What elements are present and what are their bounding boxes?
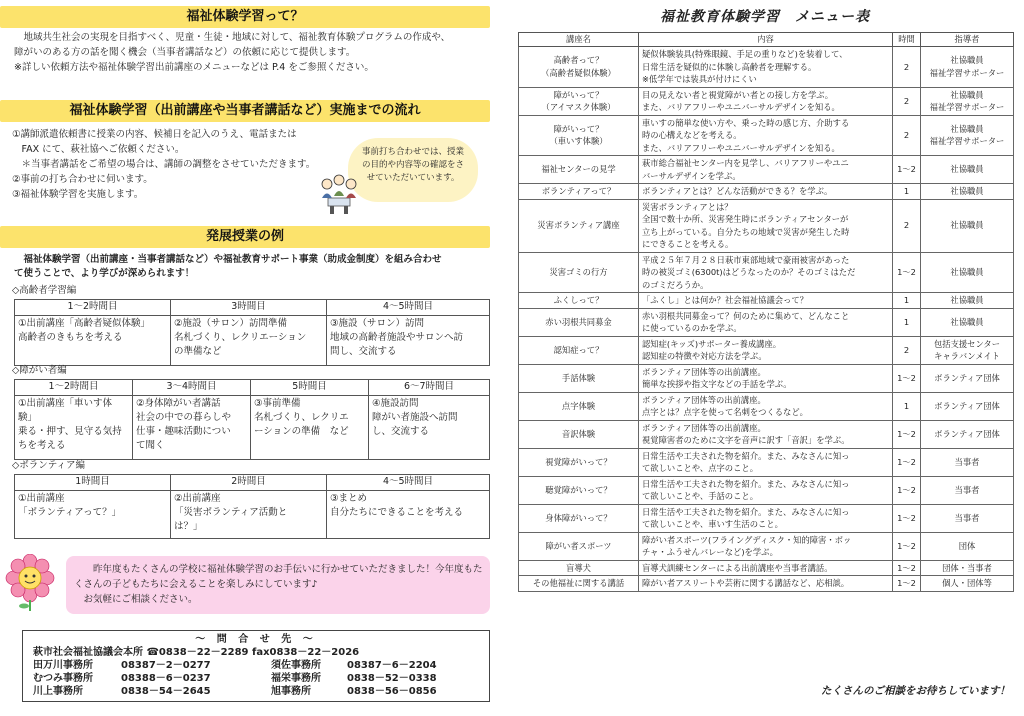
lesson-cell: ①出前講座「高齢者疑似体験」 高齢者のきもちを考える	[15, 315, 171, 365]
lesson-cell: ②施設（サロン）訪問準備 名札づくり、レクリエーション の準備など	[171, 315, 327, 365]
menu-head-name: 講座名	[519, 33, 639, 47]
course-content: 盲導犬訓練センターによる出前講座や当事者講話。	[639, 560, 893, 576]
course-name: 災害ボランティア講座	[519, 199, 639, 252]
lesson-cell: ③事前準備 名札づくり、レクリエ ーションの準備 など	[251, 395, 369, 459]
course-time: 1～2	[893, 252, 921, 293]
contact-row	[33, 659, 479, 672]
course-instructor: 当事者	[921, 504, 1014, 532]
footer-message: たくさんのご相談をお待ちしています！	[821, 685, 1010, 697]
course-content: ボランティア団体等の出前講座。 点字とは？点字を使って名刺をつくるなど。	[639, 392, 893, 420]
course-time: 1～2	[893, 576, 921, 592]
course-time: 1～2	[893, 364, 921, 392]
course-name: 点字体験	[519, 392, 639, 420]
course-time: 2	[893, 199, 921, 252]
course-instructor: 当事者	[921, 448, 1014, 476]
course-instructor: 社協職員	[921, 293, 1014, 309]
section-title-about: 福祉体験学習って？	[0, 6, 490, 28]
period-head: 1～2時間目	[15, 380, 133, 396]
examples-lead	[14, 253, 494, 281]
course-name: その他福祉に関する講話	[519, 576, 639, 592]
course-name: 手話体験	[519, 364, 639, 392]
lesson-cell: ②身体障がい者講話 社会の中での暮らしや 仕事・趣味活動につい て聞く	[133, 395, 251, 459]
course-content: ボランティア団体等の出前講座。 簡単な挨拶や指文字などの手話を学ぶ。	[639, 364, 893, 392]
disability-label: ◇障がい者編	[12, 365, 67, 376]
menu-row	[519, 252, 1014, 293]
office-phone: 0838－54－2645	[121, 686, 211, 697]
course-time: 1～2	[893, 560, 921, 576]
course-content: 目の見えない者と視覚障がい者との接し方を学ぶ。 また、バリアフリーやユニバーサルデザインを知る。	[639, 87, 893, 115]
course-time: 1～2	[893, 156, 921, 184]
course-name: 音訳体験	[519, 420, 639, 448]
course-time: 1～2	[893, 448, 921, 476]
lead-line: 福祉体験学習（出前講座・当事者講話など）や福祉教育サポート事業（助成金制度）を組み合わせ	[14, 254, 442, 265]
lesson-cell: ①出前講座「車いす体 験」 乗る・押す、見守る気持 ちを考える	[15, 395, 133, 459]
course-instructor: 団体	[921, 532, 1014, 560]
menu-row	[519, 293, 1014, 309]
about-line: ※詳しい依頼方法や福祉体験学習出前講座のメニューなどは P.4 をご参照ください。	[14, 62, 374, 73]
course-instructor: ボランティア団体	[921, 392, 1014, 420]
office-name: むつみ事務所	[33, 673, 93, 684]
course-instructor: 社協職員	[921, 184, 1014, 200]
menu-row	[519, 156, 1014, 184]
course-content: ボランティア団体等の出前講座。 視覚障害者のために文字を音声に訳す「音訳」を学ぶ。	[639, 420, 893, 448]
menu-head-time: 時間	[893, 33, 921, 47]
elderly-table	[14, 299, 490, 366]
course-name: 福祉センターの見学	[519, 156, 639, 184]
course-time: 1～2	[893, 532, 921, 560]
course-time: 2	[893, 115, 921, 156]
flow-step: FAX にて、萩社協へご依頼ください。	[12, 144, 185, 155]
office-phone: 0838－56－0856	[347, 686, 437, 697]
course-name: 身体障がいって？	[519, 504, 639, 532]
course-time: 1～2	[893, 476, 921, 504]
section-title-examples: 発展授業の例	[0, 226, 490, 248]
office-name: 旭事務所	[271, 686, 311, 697]
course-instructor: ボランティア団体	[921, 420, 1014, 448]
course-instructor: 団体・当事者	[921, 560, 1014, 576]
menu-row	[519, 364, 1014, 392]
menu-row	[519, 336, 1014, 364]
course-time: 1～2	[893, 504, 921, 532]
period-head: 3～4時間目	[133, 380, 251, 396]
course-time: 2	[893, 336, 921, 364]
course-instructor: 社協職員	[921, 308, 1014, 336]
course-name: 災害ゴミの行方	[519, 252, 639, 293]
meeting-people-icon	[318, 172, 360, 216]
course-content: 「ふくし」とは何か？社会福祉協議会って？	[639, 293, 893, 309]
course-name: 障がいって？ （アイマスク体験）	[519, 87, 639, 115]
flower-mascot-icon	[2, 554, 58, 612]
lead-line: て使うことで、より学びが深められます！	[14, 268, 195, 279]
menu-row	[519, 560, 1014, 576]
course-name: ふくしって？	[519, 293, 639, 309]
about-line: 地域共生社会の実現を目指すべく、児童・生徒・地域に対して、福祉教育体験プログラムの作成や、	[14, 32, 451, 43]
menu-row	[519, 532, 1014, 560]
course-name: 視覚障がいって？	[519, 448, 639, 476]
course-name: 障がい者スポーツ	[519, 532, 639, 560]
course-content: 災害ボランティアとは？ 全国で数十か所、災害発生時にボランティアセンターが 立ち上がっている。自分たちの地域で災害が発生した時 にできることを考える。	[639, 199, 893, 252]
office-phone: 08388－6－0237	[121, 673, 211, 684]
message-box	[66, 556, 490, 614]
contact-main: 萩市社会福祉協議会本所 ☎0838－22－2289 fax0838－22－2026	[33, 647, 360, 658]
course-time: 1	[893, 293, 921, 309]
course-content: 赤い羽根共同募金って？何のために集めて、どんなこと に使っているのかを学ぶ。	[639, 308, 893, 336]
course-name: 認知症って？	[519, 336, 639, 364]
period-head: 4～5時間目	[327, 300, 490, 316]
period-head: 2時間目	[171, 475, 327, 491]
course-content: 疑似体験装具(特殊眼鏡、手足の重りなど)を装着して、 日常生活を疑似的に体験し高齢者を理解する。 ※低学年では装具が付けにくい	[639, 47, 893, 88]
course-content: 認知症(キッズ)サポーター養成講座。 認知症の特徴や対応方法を学ぶ。	[639, 336, 893, 364]
office-phone: 0838－52－0338	[347, 673, 437, 684]
course-instructor: 個人・団体等	[921, 576, 1014, 592]
course-content: 障がい者スポーツ(フライングディスク・知的障害・ボッ チャ・ふうせんバレーなど)を学ぶ。	[639, 532, 893, 560]
disability-table	[14, 379, 490, 460]
course-content: 萩市総合福祉センター内を見学し、バリアフリーやユニ バーサルデザインを学ぶ。	[639, 156, 893, 184]
course-content: 日常生活や工夫された物を紹介。また、みなさんに知っ て欲しいことや、手話のこと。	[639, 476, 893, 504]
menu-row	[519, 184, 1014, 200]
period-head: 1時間目	[15, 475, 171, 491]
volunteer-label: ◇ボランティア編	[12, 460, 86, 471]
course-name: 赤い羽根共同募金	[519, 308, 639, 336]
contact-row	[33, 685, 479, 698]
contact-box	[22, 630, 490, 702]
message-line: お気軽にご相談ください。	[74, 594, 198, 605]
course-name: 盲導犬	[519, 560, 639, 576]
menu-row	[519, 87, 1014, 115]
course-instructor: 社協職員 福祉学習サポーター	[921, 115, 1014, 156]
course-time: 1～2	[893, 420, 921, 448]
office-phone: 08387－6－2204	[347, 660, 437, 671]
period-head: 5時間目	[251, 380, 369, 396]
course-time: 1	[893, 392, 921, 420]
speech-bubble: 事前打ち合わせでは、授業の目的や内容等の確認をさせていただいています。	[348, 138, 478, 202]
course-name: ボランティアって？	[519, 184, 639, 200]
menu-row	[519, 420, 1014, 448]
course-name: 高齢者って？ （高齢者疑似体験）	[519, 47, 639, 88]
course-instructor: 社協職員 福祉学習サポーター	[921, 47, 1014, 88]
lesson-cell: ②出前講座 「災害ボランティア活動と は？」	[171, 490, 327, 538]
course-time: 1	[893, 308, 921, 336]
section-title-flow: 福祉体験学習（出前講座や当事者講話など）実施までの流れ	[0, 100, 490, 122]
course-time: 1	[893, 184, 921, 200]
office-name: 田万川事務所	[33, 660, 93, 671]
course-instructor: 社協職員 福祉学習サポーター	[921, 87, 1014, 115]
office-phone: 08387－2－0277	[121, 660, 211, 671]
period-head: 1～2時間目	[15, 300, 171, 316]
course-content: 日常生活や工夫された物を紹介。また、みなさんに知っ て欲しいことや、点字のこと。	[639, 448, 893, 476]
office-name: 須佐事務所	[271, 660, 321, 671]
elderly-label: ◇高齢者学習編	[12, 285, 77, 296]
course-instructor: 当事者	[921, 476, 1014, 504]
menu-row	[519, 115, 1014, 156]
message-line: くさんの子どもたちに会えることを楽しみにしています♪	[74, 579, 318, 590]
flow-step: ＊当事者講話をご希望の場合は、講師の調整をさせていただきます。	[12, 159, 316, 170]
flow-step: ③福祉体験学習を実施します。	[12, 189, 144, 200]
about-line: 障がいのある方の話を聞く機会（当事者講話など）の依頼に応じて提供します。	[14, 47, 356, 58]
period-head: 3時間目	[171, 300, 327, 316]
menu-head-content: 内容	[639, 33, 893, 47]
menu-row	[519, 308, 1014, 336]
menu-row	[519, 504, 1014, 532]
course-content: ボランティアとは？どんな活動ができる？を学ぶ。	[639, 184, 893, 200]
menu-row	[519, 199, 1014, 252]
flow-step: ②事前の打ち合わせに伺います。	[12, 174, 153, 185]
course-instructor: 社協職員	[921, 199, 1014, 252]
menu-row	[519, 47, 1014, 88]
about-text	[14, 30, 494, 75]
menu-row	[519, 392, 1014, 420]
course-content: 障がい者アスリートや芸術に関する講話など、応相談。	[639, 576, 893, 592]
course-content: 車いすの簡単な使い方や、乗った時の感じ方、介助する 時の心構えなどを考える。 また、バリアフリーやユニバーサルデザインを知る。	[639, 115, 893, 156]
course-time: 2	[893, 87, 921, 115]
lesson-cell: ④施設訪問 障がい者施設へ訪問 し、交流する	[369, 395, 490, 459]
office-name: 川上事務所	[33, 686, 83, 697]
menu-row	[519, 576, 1014, 592]
lesson-cell: ③まとめ 自分たちにできることを考える	[327, 490, 490, 538]
menu-title: 福祉教育体験学習 メニュー表	[660, 9, 870, 25]
menu-table	[518, 32, 1014, 592]
course-instructor: 包括支援センター キャラバンメイト	[921, 336, 1014, 364]
course-name: 障がいって？ （車いす体験）	[519, 115, 639, 156]
flow-step: ①講師派遣依頼書に授業の内容、候補日を記入のうえ、電話または	[12, 129, 297, 140]
lesson-cell: ③施設（サロン）訪問 地域の高齢者施設やサロンへ訪 問し、交流する	[327, 315, 490, 365]
office-name: 福栄事務所	[271, 673, 321, 684]
menu-head-instructor: 指導者	[921, 33, 1014, 47]
course-content: 日常生活や工夫された物を紹介。また、みなさんに知っ て欲しいことや、車いす生活のこと。	[639, 504, 893, 532]
lesson-cell: ①出前講座 「ボランティアって？」	[15, 490, 171, 538]
period-head: 6～7時間目	[369, 380, 490, 396]
menu-row	[519, 448, 1014, 476]
course-name: 聴覚障がいって？	[519, 476, 639, 504]
course-instructor: 社協職員	[921, 156, 1014, 184]
menu-row	[519, 476, 1014, 504]
course-time: 2	[893, 47, 921, 88]
course-instructor: ボランティア団体	[921, 364, 1014, 392]
course-instructor: 社協職員	[921, 252, 1014, 293]
contact-header: ～ 問 合 せ 先 ～	[195, 634, 317, 645]
volunteer-table	[14, 474, 490, 539]
message-line: 昨年度もたくさんの学校に福祉体験学習のお手伝いに行かせていただきました！今年度もた	[74, 564, 483, 575]
contact-row	[33, 672, 479, 685]
period-head: 4～5時間目	[327, 475, 490, 491]
course-content: 平成２５年７月２８日萩市東部地域で豪雨被害があった 時の被災ゴミ(6300t)はどうなったのか？そのゴミはただ のゴミだろうか。	[639, 252, 893, 293]
menu-body	[519, 47, 1014, 592]
